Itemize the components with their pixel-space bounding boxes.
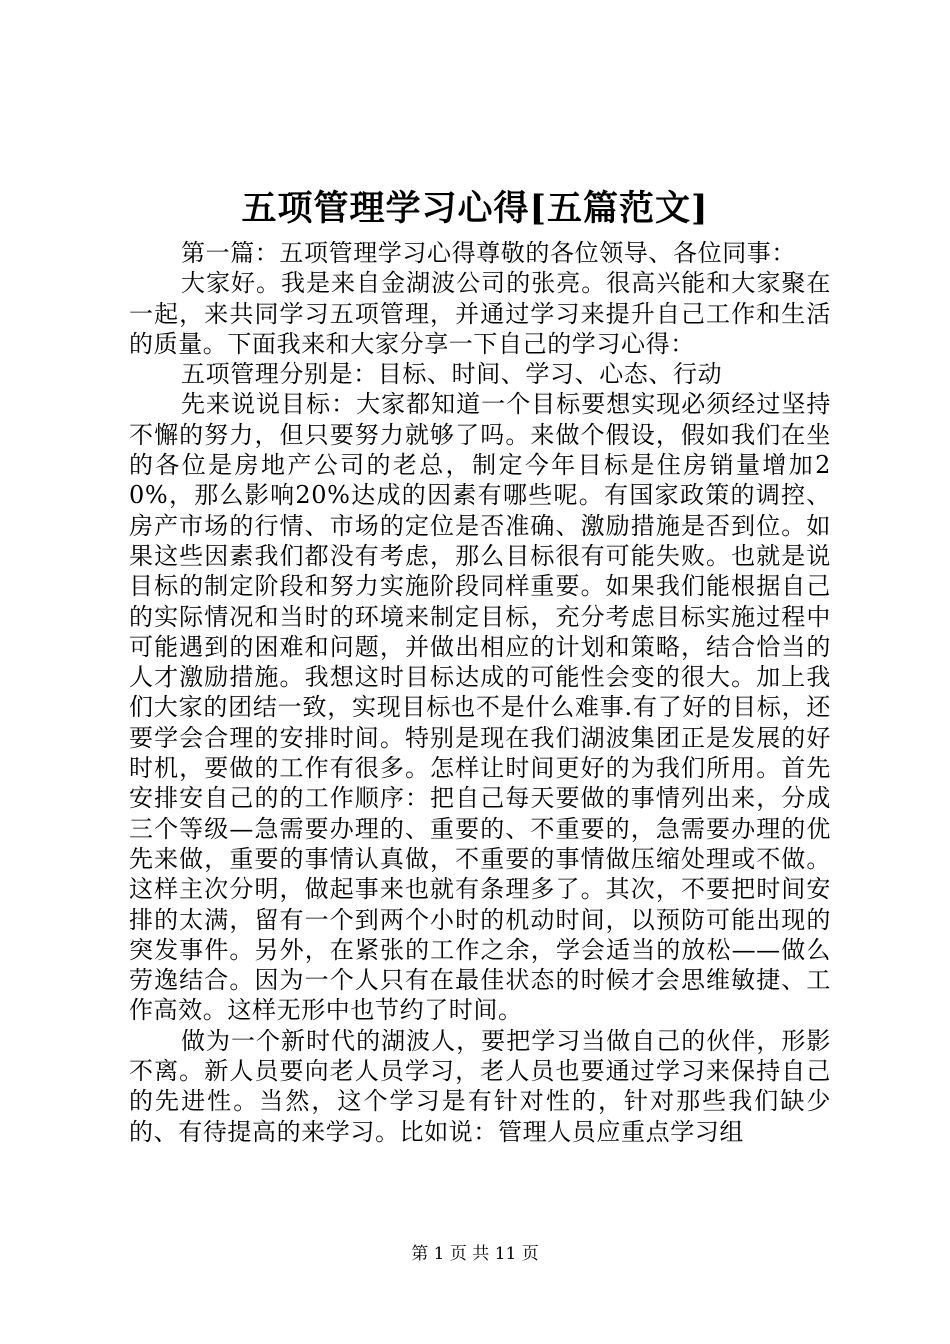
page-number-footer: 第 1 页 共 11 页: [411, 1244, 539, 1264]
paragraph-learning: 做为一个新时代的湖波人，要把学习当做自己的伙伴，形影不离。新人员要向老人员学习，老人员也要通过学习来保持自己的先进性。当然，这个学习是有针对性的，针对那些我们缺少的、有待提高的来学习。比如说：管理人员应重点学习组: [129, 1026, 831, 1146]
document-title: 五项管理学习心得[五篇范文]: [241, 188, 709, 229]
paragraph-greeting: 大家好。我是来自金湖波公司的张亮。很高兴能和大家聚在一起，来共同学习五项管理，并通过学习来提升自己工作和生活的质量。下面我来和大家分享一下自己的学习心得：: [129, 269, 831, 358]
document-body: [129, 238, 831, 1147]
paragraph-five-items: 五项管理分别是：目标、时间、学习、心态、行动: [181, 360, 723, 389]
paragraph-intro: 第一篇：五项管理学习心得尊敬的各位领导、各位同事：: [181, 239, 796, 267]
paragraph-goals: 先来说说目标：大家都知道一个目标要想实现必须经过坚持不懈的努力，但只要努力就够了吗。来做个假设，假如我们在坐的各位是房地产公司的老总，制定今年目标是住房销量增加20%，那么影响20%达成的因素有哪些呢。有国家政策的调控、房产市场的行情、市场的定位是否准确、激励措施是否到位。如果这些因素我们都没有考虑，那么目标很有可能失败。也就是说目标的制定阶段和努力实施阶段同样重要。如果我们能根据自己的实际情况和当时的环境来制定目标，充分考虑目标实施过程中可能遇到的困难和问题，并做出相应的计划和策略，结合恰当的人才激励措施。我想这时目标达成的可能性会变的很大。加上我们大家的团结一致，实现目标也不是什么难事.有了好的目标，还要学会合理的安排时间。特别是现在我们湖波集团正是发展的好时机，要做的工作有很多。怎样让时间更好的为我们所用。首先安排安自己的的工作顺序：把自己每天要做的事情列出来，分成三个等级—急需要办理的、重要的、不重要的，急需要办理的优先来做，重要的事情认真做，不重要的事情做压缩处理或不做。这样主次分明，做起事来也就有条理多了。其次，不要把时间安排的太满，留有一个到两个小时的机动时间，以预防可能出现的突发事件。另外，在紧张的工作之余，学会适当的放松——做么劳逸结合。因为一个人只有在最佳状态的时候才会思维敏捷、工作高效。这样无形中也节约了时间。: [129, 390, 831, 1025]
